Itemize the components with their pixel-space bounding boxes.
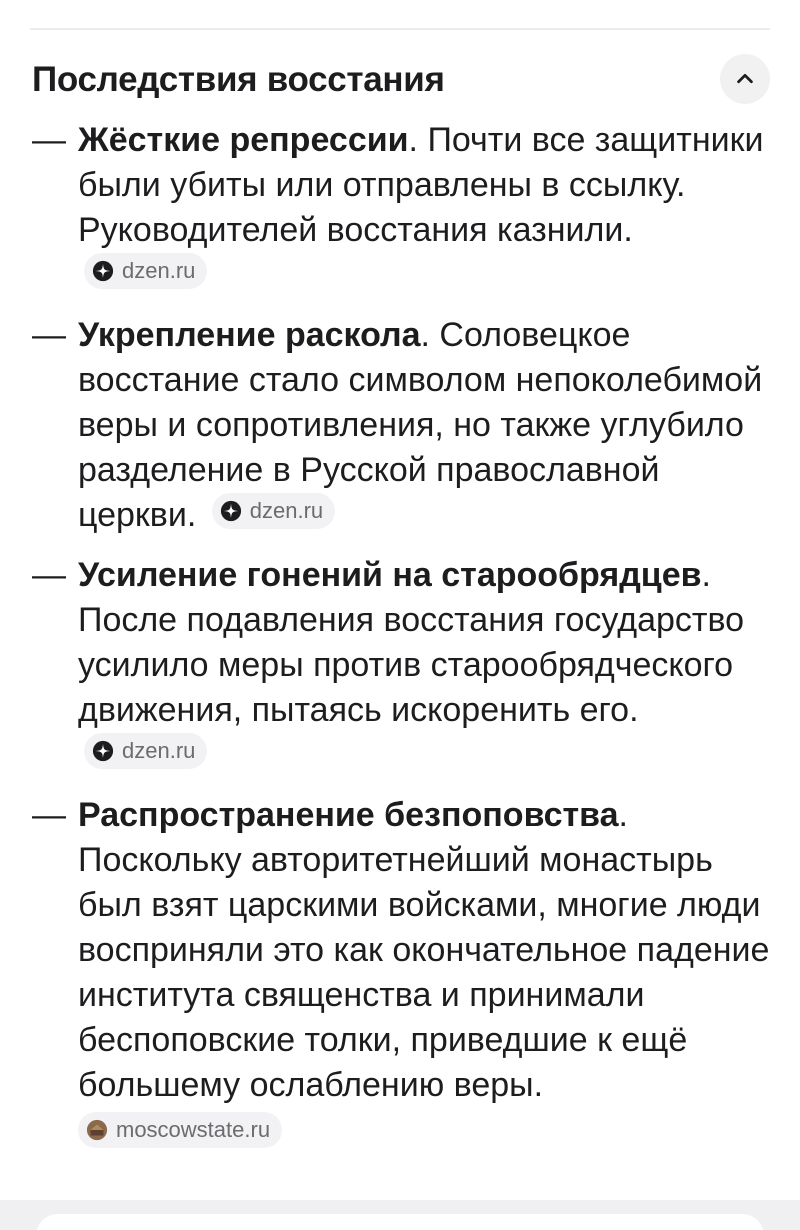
list-dash: — <box>32 796 66 834</box>
list-item <box>32 793 770 1153</box>
source-label: dzen.ru <box>249 498 324 523</box>
item-term: Укрепление раскола <box>78 316 421 354</box>
section-title: Последствия восстания <box>32 60 445 99</box>
list-dash: — <box>32 316 66 354</box>
bottom-panel <box>0 1200 800 1230</box>
list-item <box>32 118 770 298</box>
source-chip-dzen[interactable] <box>212 493 335 529</box>
source-chip-dzen[interactable] <box>84 253 207 289</box>
moscowstate-icon <box>86 1119 108 1141</box>
item-text: . Почти все защитники были убиты или отправлены в ссылку. Руководителей восстания казнили. <box>78 121 764 249</box>
dzen-icon <box>92 740 114 762</box>
dzen-icon <box>220 500 242 522</box>
source-label: dzen.ru <box>122 258 196 283</box>
top-divider <box>30 28 770 30</box>
source-chip-moscowstate[interactable] <box>78 1112 282 1148</box>
item-text: . Поскольку авторитетнейший монастырь был взят царскими войсками, многие люди восприняли это как окончательное падение института священства и принимали беспоповские толки, приведшие к ещё большему ослаблению веры. <box>78 796 770 1104</box>
item-text: . После подавления восстания государство усилило меры против старообрядческого движения, пытаясь искоренить его. <box>78 556 745 729</box>
item-text: . Соловецкое восстание стало символом непоколебимой веры и сопротивления, но также углубило разделение в Русской православной церкви. <box>78 316 763 534</box>
source-chip-dzen[interactable] <box>84 733 207 769</box>
consequences-list <box>32 118 770 1153</box>
source-label: dzen.ru <box>122 738 196 763</box>
list-dash: — <box>32 556 66 594</box>
section-header <box>32 50 770 110</box>
source-label: moscowstate.ru <box>116 1117 271 1142</box>
item-term: Усиление гонений на старообрядцев <box>78 556 702 594</box>
item-term: Распространение безпоповства <box>78 796 619 834</box>
list-dash: — <box>32 121 66 159</box>
consequences-section <box>32 50 770 1168</box>
chevron-up-icon <box>734 68 756 90</box>
collapse-button[interactable] <box>720 54 770 104</box>
dzen-icon <box>92 260 114 282</box>
item-term: Жёсткие репрессии <box>78 121 409 159</box>
list-item <box>32 553 770 778</box>
list-item <box>32 313 770 538</box>
bottom-card[interactable] <box>36 1214 764 1230</box>
